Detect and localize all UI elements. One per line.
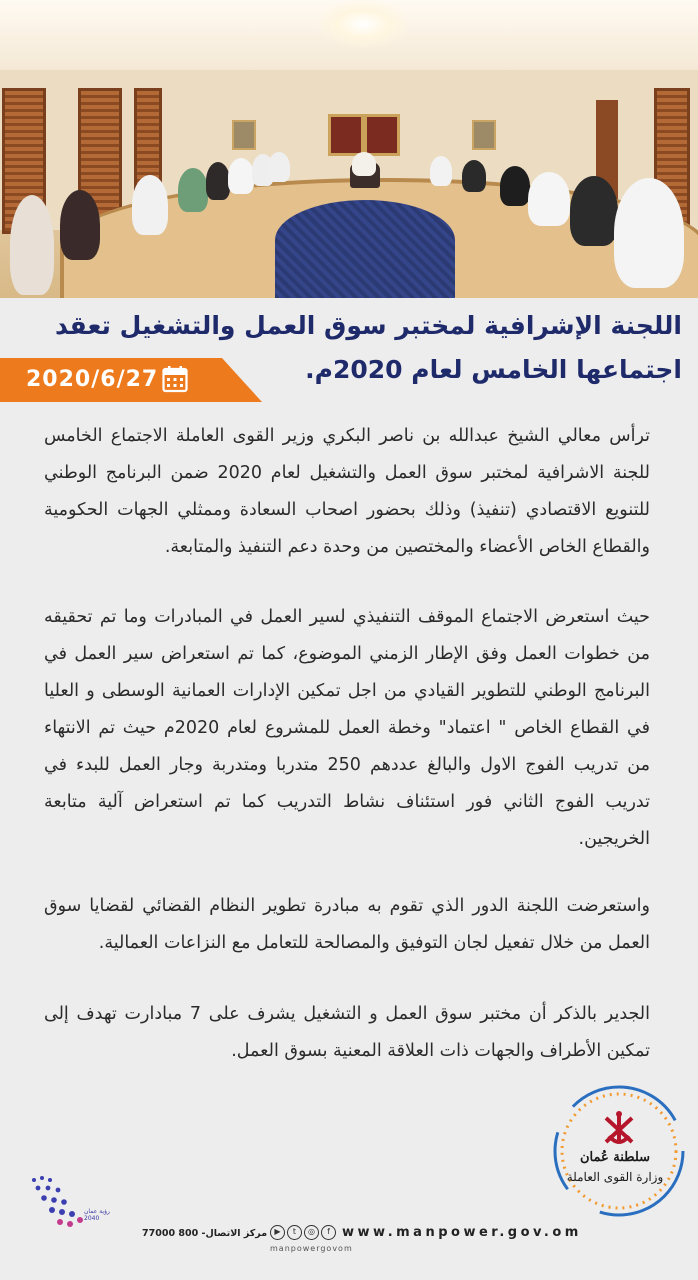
paragraph: واستعرضت اللجنة الدور الذي تقوم به مبادرة تطوير النظام القضائي لقضايا سوق العمل من خلال تفعيل لجان التوفيق والمصالحة للتعامل مع النزاعات العمالية. xyxy=(44,896,650,953)
logo-country: سلطنة عُمان xyxy=(579,1150,651,1165)
paragraph: حيث استعرض الاجتماع الموقف التنفيذي لسير العمل في المبادرات وما تم تحقيقه من خطوات العمل وفق الإطار الزمني الموضوع، كما تم استعراض سير العمل في البرنامج الوطني للتطوير القيادي من اجل تمكين الإدارات العمانية الوسطى و العليا في القطاع الخاص " اعتماد" وخطة العمل للمشروع لعام 2020م حيث تم الانتهاء من تدريب الفوج الاول والبالغ عددهم 250 متدربا ومتدربة وجار العمل للبدء في تدريب الفوج الثاني فور استئناف نشاط التدريب كما تم استعراض آلية متابعة الخريجين. xyxy=(44,607,650,849)
instagram-icon[interactable]: ◎ xyxy=(304,1225,319,1240)
twitter-icon[interactable]: t xyxy=(287,1225,302,1240)
call-center: مركز الاتصال- 800 77000 xyxy=(142,1228,268,1239)
calendar-icon xyxy=(162,365,188,393)
article-date: 2020/6/27 xyxy=(26,367,159,392)
website-link[interactable]: www.manpower.gov.om xyxy=(342,1225,582,1240)
oman-emblem-icon xyxy=(606,1111,632,1142)
vision-text: رؤية عمان 2040 xyxy=(84,1208,110,1222)
youtube-icon[interactable]: ▶ xyxy=(270,1225,285,1240)
paragraph: ترأس معالي الشيخ عبدالله بن ناصر البكري وزير القوى العاملة الاجتماع الخامس للجنة الاشرافية لمختبر سوق العمل والتشغيل لعام 2020 ضمن البرنامج الوطني للتنويع الاقتصادي (تنفيذ) وذلك بحضور اصحاب السعادة وممثلي الجهات الحكومية والقطاع الخاص الأعضاء والمختصين من وحدة دعم التنفيذ والمتابعة. xyxy=(44,426,650,557)
social-icons xyxy=(270,1225,336,1240)
social-handle: manpowergovom xyxy=(270,1244,353,1253)
logo-ministry: وزارة القوى العاملة xyxy=(566,1170,664,1184)
paragraph: الجدير بالذكر أن مختبر سوق العمل و التشغيل يشرف على 7 مبادارت تهدف إلى تمكين الأطراف والجهات ذات العلاقة المعنية بسوق العمل. xyxy=(44,1004,650,1061)
meeting-photo xyxy=(0,0,698,298)
vision-2040-logo xyxy=(24,1170,94,1232)
article-title: اللجنة الإشرافية لمختبر سوق العمل والتشغيل تعقد اجتماعها الخامس لعام 2020م. xyxy=(55,311,682,384)
facebook-icon[interactable]: f xyxy=(321,1225,336,1240)
